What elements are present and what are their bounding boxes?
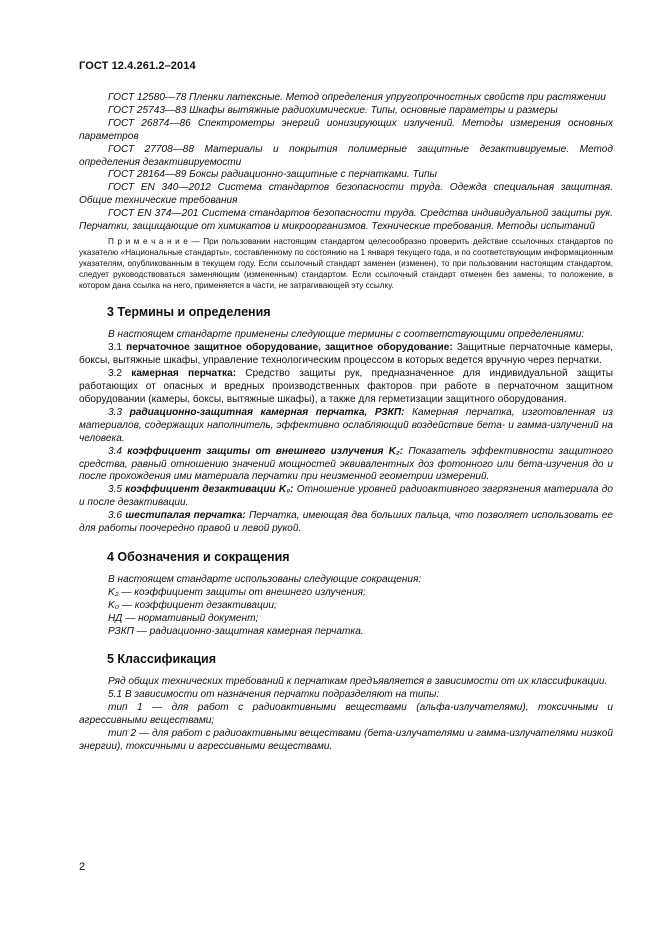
- abbr-line: РЗКП — радиационно-защитная камерная перчатка.: [108, 625, 364, 637]
- term-number: 3.1: [108, 342, 127, 354]
- section-5-para: 5.1 В зависимости от назначения перчатки подразделяют на типы:: [108, 689, 440, 701]
- ref-item: ГОСТ 26874—86 Спектрометры энергий ионизирующих излучений. Методы измерения основных параметров: [79, 117, 613, 142]
- term-definition: Отношение уровней радиоактивного загрязнения материала до и после дезактивации.: [79, 484, 613, 509]
- term-3-6: [79, 510, 613, 536]
- term-definition: Защитные перчаточные камеры, боксы, вытяжные шкафы, управление технологическим процессом в которых ведется вручную через перчатки.: [79, 342, 613, 367]
- ref-item: ГОСТ 25743—83 Шкафы вытяжные радиохимические. Типы, основные параметры и размеры: [108, 104, 558, 116]
- term-name: коэффициент дезактивации K₀:: [125, 484, 294, 496]
- section-4-title: 4 Обозначения и сокращения: [107, 549, 290, 564]
- abbr-line: В настоящем стандарте использованы следующие сокращения:: [108, 573, 422, 585]
- term-definition: Показатель эффективности защитного средства, равный отношению значений мощностей эквивалентных доз фотонного или бета-изучения до и после прохождения ими материала перчатки при неизменной геометрии измерений.: [79, 445, 614, 483]
- abbr-line: K₀ — коэффициент дезактивации;: [108, 599, 277, 611]
- section-3-title: 3 Термины и определения: [107, 305, 271, 320]
- page-number: 2: [79, 861, 86, 873]
- term-name: камерная перчатка:: [131, 368, 237, 380]
- term-definition: Средство защиты рук, предназначенное для индивидуальной защиты работающих от опасных и вредных производственных факторов при работе в перчаточном защитном оборудовании (камеры, боксы, вытяжные шкафы), а также для герметизации защитного оборудования.: [79, 368, 613, 405]
- section-5-title: 5 Классификация: [107, 652, 217, 667]
- ref-item: ГОСТ EN 340—2012 Система стандартов безопасности труда. Одежда специальная защитная. Общие технические требования: [79, 182, 613, 207]
- ref-item: ГОСТ 28164—89 Боксы радиационно-защитные с перчатками. Типы: [108, 169, 437, 181]
- term-number: 3.5: [108, 484, 126, 496]
- ref-item: ГОСТ EN 374—201 Система стандартов безопасности труда. Средства индивидуальной защиты рук. Перчатки, защищающие от химикатов и микроорганизмов. Технические требования. Методы испытаний: [79, 208, 613, 233]
- note: П р и м е ч а н и е — При пользовании настоящим стандартом целесообразно проверить действие ссылочных стандартов по указателю «Национальные стандарты», составленному по состоянию на 1 января текущего года, и по соответствующим информационным указателям, опубликованным в текущем году. Если ссылочный стандарт заменен (изменен), то при пользовании настоящим стандартом, следует руководствоваться заменяющим (измененным) стандартом. Если ссылочный стандарт отменен без замены, то положение, в котором дана ссылка на него, применяется в части, не затрагивающей эту ссылку.: [79, 236, 613, 291]
- term-3-4: [79, 446, 613, 485]
- term-number: 3.6: [108, 510, 126, 522]
- term-name: шестипалая перчатка:: [125, 510, 246, 522]
- ref-item: ГОСТ 12580—78 Пленки латексные. Метод определения упругопрочностных свойств при растяжении: [108, 92, 606, 103]
- term-name: коэффициент защиты от внешнего излучения K₂:: [127, 445, 404, 457]
- document-page: [79, 60, 613, 754]
- section-5-para: тип 1 — для работ с радиоактивными веществами (альфа-излучателями), токсичными и агрессивными веществами;: [79, 702, 613, 727]
- term-definition: Камерная перчатка, изготовленная из материалов, содержащих наполнитель, эффективно ослабляющий воздействие бета- и гамма-излучений на человека.: [79, 406, 613, 444]
- abbr-line: НД — нормативный документ;: [108, 612, 259, 624]
- document-header: ГОСТ 12.4.261.2–2014: [79, 60, 196, 72]
- term-name: радиационно-защитная камерная перчатка, РЗКП:: [129, 406, 405, 418]
- section-5-para: Ряд общих технических требований к перчаткам предъявляется в зависимости от их классификации.: [108, 676, 608, 688]
- section-3-intro: В настоящем стандарте применены следующие термины с соответствующими определениями:: [108, 329, 585, 341]
- abbr-line: K₂ — коэффициент защиты от внешнего излучения;: [108, 586, 366, 598]
- ref-item: ГОСТ 27708—88 Материалы и покрытия полимерные защитные дезактивируемые. Метод определения дезактивируемости: [79, 143, 613, 168]
- term-number: 3.4: [108, 445, 128, 457]
- term-definition: Перчатка, имеющая два больших пальца, что позволяет использовать ее для работы поочередно правой и левой рукой.: [79, 510, 613, 535]
- term-3-3: [79, 407, 613, 446]
- term-3-5: [79, 484, 613, 510]
- term-number: 3.2: [108, 368, 132, 380]
- term-3-1: [79, 342, 613, 368]
- term-name: перчаточное защитное оборудование, защитное оборудование:: [126, 342, 453, 354]
- term-number: 3.3: [108, 406, 130, 418]
- term-3-2: [79, 368, 613, 407]
- section-5-para: тип 2 — для работ с радиоактивными веществами (бета-излучателями и гамма-излучателями низкой энергии), токсичными и агрессивными веществами.: [79, 728, 613, 752]
